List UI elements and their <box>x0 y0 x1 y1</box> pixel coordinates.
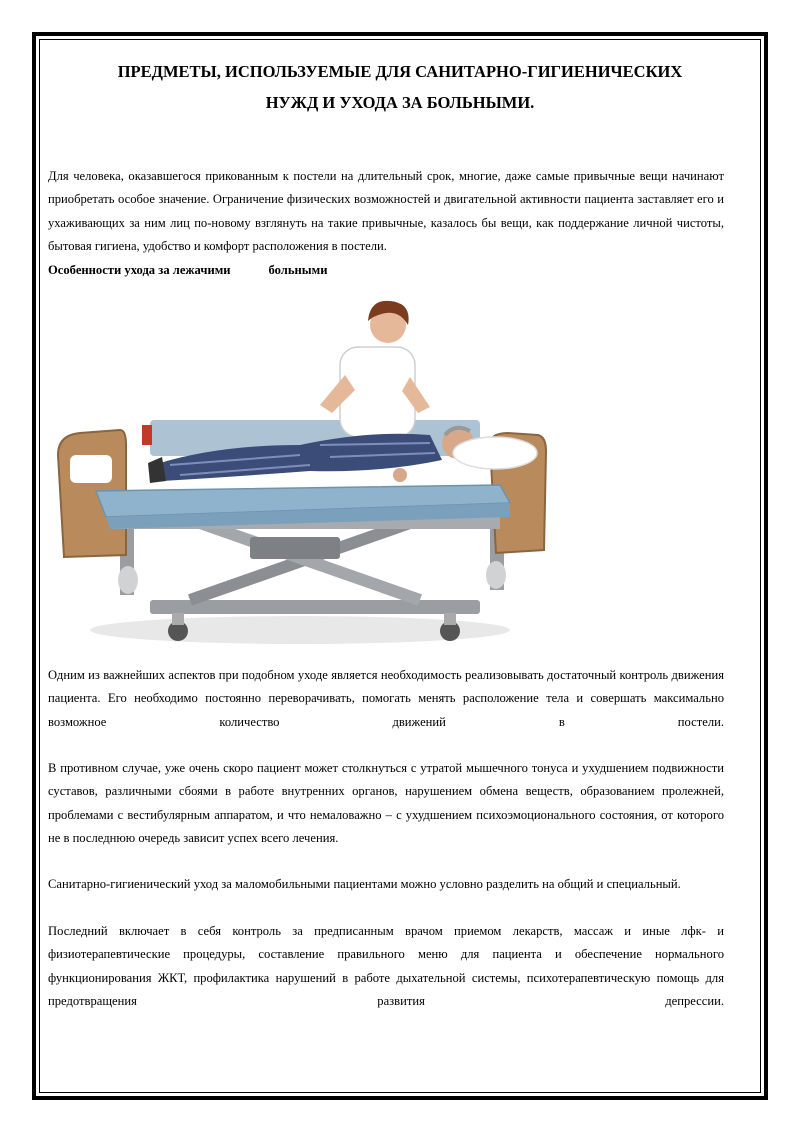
intro-paragraph: Для человека, оказавшегося прикованным к постели на длительный срок, многие, даже самые привычные вещи начинают приобретать особое значение. Ограничение физических возможностей и двигательной активности пациента заставляет его и ухаживающих за ним лиц по-новому взглянуть на такие привычные, казалось бы вещи, как поддержание личной чистоты, бытовая гигиена, удобство и комфорт расположения в постели. <box>48 169 724 253</box>
subheading <box>48 260 327 280</box>
paragraph-movement-control: Одним из важнейших аспектов при подобном уходе является необходимость реализовывать достаточный контроль движения пациента. Его необходимо постоянно переворачивать, помогать менять расположение тела и совершать максимально возможное количество движений в постели. <box>48 668 724 729</box>
pillow <box>453 437 537 469</box>
subheading-part-2: больными <box>268 263 328 277</box>
paragraph-care-types: Санитарно-гигиенический уход за маломобильными пациентами можно условно разделить на общий и специальный. <box>48 877 681 891</box>
paragraph-special-care: Последний включает в себя контроль за предписанным врачом приемом лекарств, массаж и иные лфк- и физиотерапевтические процедуры, составление правильного меню для пациента и обеспечение нормального функционирования ЖКТ, профилактика нарушений в работе дыхательной системы, психотерапевтическую помощь для предотвращения развития депрессии. <box>48 924 724 1008</box>
title-line-1: ПРЕДМЕТЫ, ИСПОЛЬЗУЕМЫЕ ДЛЯ САНИТАРНО-ГИГИЕНИЧЕСКИХ <box>117 62 683 81</box>
paragraph-risks: В противном случае, уже очень скоро пациент может столкнуться с утратой мышечного тонуса и ухудшением подвижности суставов, различными сбоями в работе внутренних органов, нарушением обмена веществ, образованием пролежней, проблемами с вестибулярным аппаратом, и что немаловажно – с ухудшением психоэмоционального состояния, от которого не в последнюю очередь зависит успех всего лечения. <box>48 761 724 845</box>
hospital-bed-illustration <box>50 295 550 655</box>
page-title <box>48 56 752 118</box>
subheading-part-1: Особенности ухода за лежачими <box>48 263 231 277</box>
title-line-2: НУЖД И УХОДА ЗА БОЛЬНЫМИ. <box>265 93 535 112</box>
nurse-figure <box>320 301 430 437</box>
